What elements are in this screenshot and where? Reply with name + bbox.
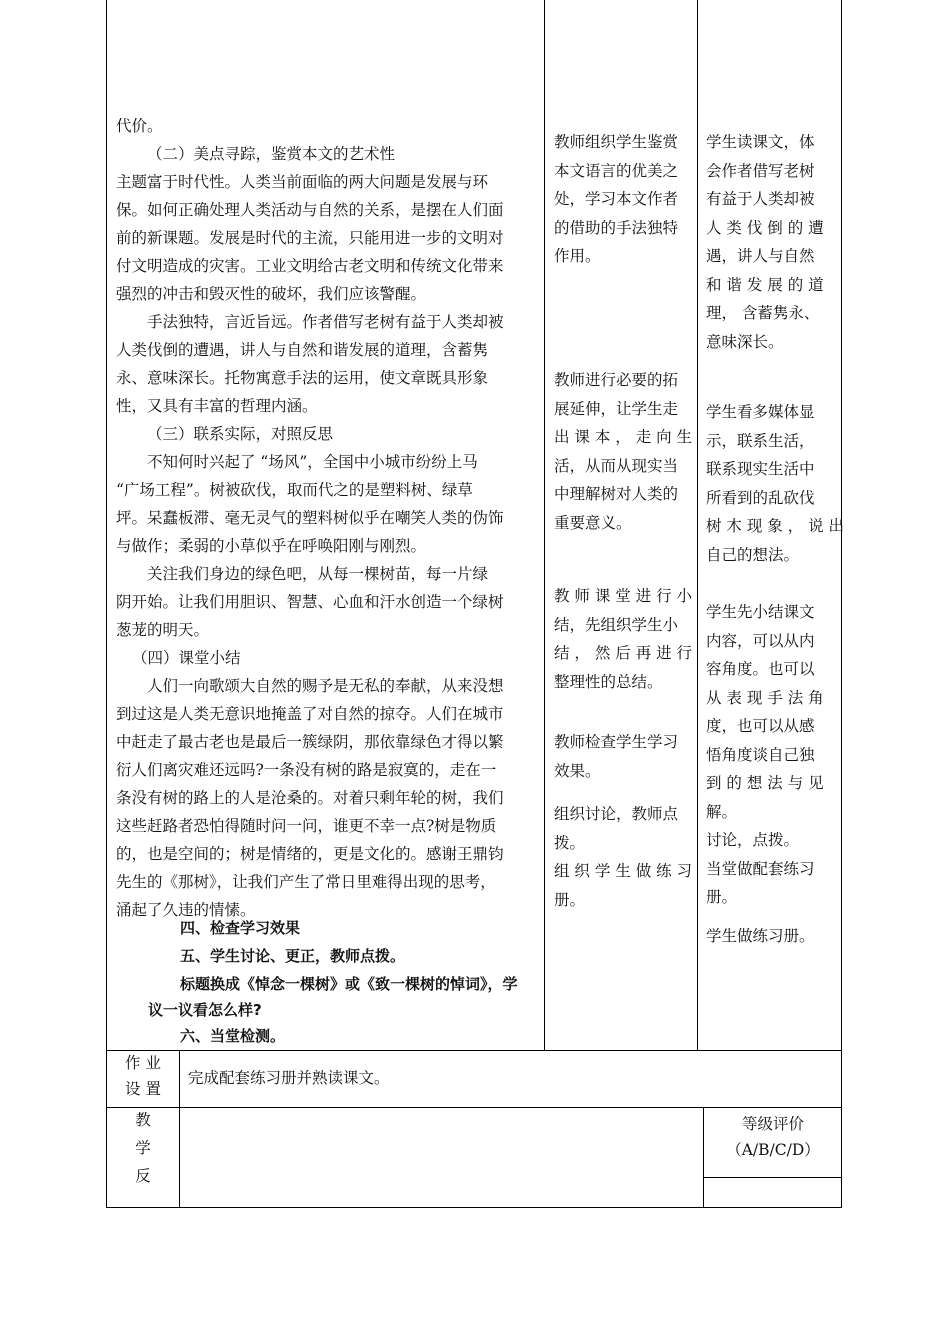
- teacher-activity-1: 教师组织学生鉴赏 本文语言的优美之 处，学习本文作者 的借助的手法独特 作用。: [554, 133, 679, 265]
- grade-label: 等级评价: [741, 1115, 804, 1133]
- column-divider-student: [697, 0, 698, 1050]
- row-divider-homework-top: [106, 1050, 842, 1051]
- grade-row-divider: [703, 1177, 842, 1178]
- student-activity-4: 学生做练习册。: [706, 927, 815, 945]
- text-line: 人们一向歌颂大自然的赐予是无私的奉献，从来没想: [147, 677, 504, 695]
- table-right-border: [841, 0, 842, 1208]
- step-text: 议一议看怎么样?: [148, 1001, 262, 1019]
- step-heading-check: 四、检查学习效果: [180, 919, 301, 937]
- text-line: “广场工程”。树被砍伐，取而代之的是塑料树、绿草: [116, 481, 473, 499]
- text-line: 主题富于时代性。人类当前面临的两大问题是发展与环: [116, 173, 489, 191]
- section-heading: （二）美点寻踪，鉴赏本文的艺术性: [147, 145, 396, 163]
- teacher-activity-4: 教师检查学生学习 效果。: [554, 733, 679, 780]
- text-line: 性，又具有丰富的哲理内涵。: [116, 397, 318, 415]
- text-line: 衍人们离灾难还远吗?一条没有树的路是寂寞的，走在一: [116, 761, 497, 779]
- text-line: 强烈的冲击和毁灭性的破坏，我们应该警醒。: [116, 285, 427, 303]
- text-line: 条没有树的路上的人是沧桑的。对着只剩年轮的树，我们: [116, 789, 504, 807]
- reflection-label: 教 学 反: [135, 1111, 151, 1185]
- step-text: 标题换成《悼念一棵树》或《致一棵树的悼词》，学: [180, 975, 518, 993]
- text-line: 的，也是空间的；树是情绪的，更是文化的。感谢王鼎钧: [116, 845, 504, 863]
- section-heading: （三）联系实际，对照反思: [147, 425, 334, 443]
- row-divider-reflection-top: [106, 1107, 842, 1108]
- table-bottom-border: [106, 1207, 842, 1208]
- student-activity-1: 学生读课文，体 会作者借写老树 有益于人类却被 人 类 伐 倒 的 遭 遇，讲人与自然 和 谐 发 展 的 道 理， 含蓄隽永、 意味深长。: [706, 133, 824, 351]
- homework-content: 完成配套练习册并熟读课文。: [188, 1069, 390, 1087]
- homework-label-divider: [179, 1050, 180, 1208]
- column-divider-teacher: [544, 0, 545, 1050]
- text-line: 到过这是人类无意识地掩盖了对自然的掠夺。人们在城市: [116, 705, 504, 723]
- text-line: 坪。呆蠢板滞、毫无灵气的塑料树似乎在嘲笑人类的伪饰: [116, 509, 504, 527]
- text-line: 人类伐倒的遭遇，讲人与自然和谐发展的道理，含蓄隽: [116, 341, 489, 359]
- step-heading-test: 六、当堂检测。: [180, 1027, 286, 1045]
- table-left-border: [106, 0, 107, 1208]
- student-activity-3: 学生先小结课文 内容，可以从内 容角度。也可以 从 表 现 手 法 角 度，也可以从感 悟角度谈自己独 到 的 想 法 与 见 解。 讨论，点拨。 当堂做配套练习 册。: [706, 603, 824, 906]
- text-line: 付文明造成的灾害。工业文明给古老文明和传统文化带来: [116, 257, 504, 275]
- text-line: 与做作；柔弱的小草似乎在呼唤阳刚与刚烈。: [116, 537, 427, 555]
- text-line: 不知何时兴起了 “场风”，全国中小城市纷纷上马: [147, 453, 478, 471]
- text-line: 涌起了久违的情愫。: [116, 901, 256, 919]
- text-line: 葱茏的明天。: [116, 621, 210, 639]
- text-line: 永、意味深长。托物寓意手法的运用，使文章既具形象: [116, 369, 489, 387]
- teacher-activity-2: 教师进行必要的拓 展延伸，让学生走 出 课 本 ， 走 向 生 活，从而从现实当 中理解树对人类的 重要意义。: [554, 371, 693, 532]
- student-activity-2: 学生看多媒体显 示，联系生活， 联系现实生活中 所看到的乱砍伐 树 木 现 象 ， 说 出 自己的想法。: [706, 403, 845, 564]
- text-line: 保。如何正确处理人类活动与自然的关系，是摆在人们面: [116, 201, 504, 219]
- teacher-activity-3: 教 师 课 堂 进 行 小 结，先组织学生小 结 ， 然 后 再 进 行 整理性的总结。: [554, 587, 693, 691]
- step-heading-discuss: 五、学生讨论、更正，教师点拨。: [180, 947, 406, 965]
- grade-options: （A/B/C/D）: [726, 1141, 820, 1159]
- text-line: 代价。: [116, 117, 163, 135]
- text-line: 阴开始。让我们用胆识、智慧、心血和汗水创造一个绿树: [116, 593, 504, 611]
- homework-label: 作 业 设 置: [125, 1054, 161, 1098]
- text-line: 关注我们身边的绿色吧，从每一棵树苗，每一片绿: [147, 565, 489, 583]
- text-line: 前的新课题。发展是时代的主流，只能用进一步的文明对: [116, 229, 504, 247]
- teacher-activity-5: 组织讨论，教师点 拨。 组 织 学 生 做 练 习 册。: [554, 805, 693, 909]
- text-line: 中赶走了最古老也是最后一簇绿阴，那依靠绿色才得以繁: [116, 733, 504, 751]
- text-line: 手法独特，言近旨远。作者借写老树有益于人类却被: [147, 313, 504, 331]
- section-heading: （四）课堂小结: [132, 649, 241, 667]
- text-line: 这些赶路者恐怕得随时问一问，谁更不幸一点?树是物质: [116, 817, 497, 835]
- text-line: 先生的《那树》，让我们产生了常日里难得出现的思考，: [116, 873, 496, 891]
